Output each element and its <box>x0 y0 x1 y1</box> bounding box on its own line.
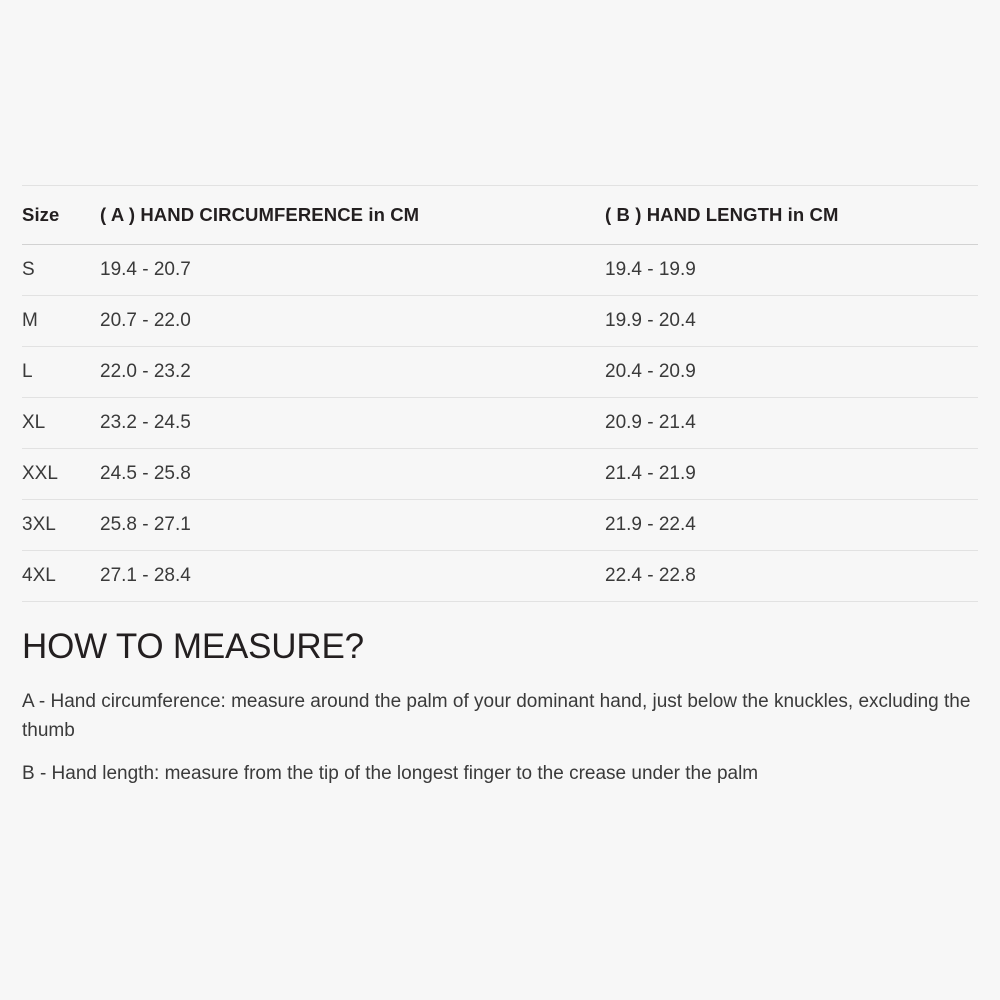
measure-instruction-b: B - Hand length: measure from the tip of the longest finger to the crease under the palm <box>22 763 759 785</box>
cell-hand-length: 20.4 - 20.9 <box>605 347 978 398</box>
cell-hand-length: 22.4 - 22.8 <box>605 551 978 602</box>
column-header-size: Size <box>22 186 100 245</box>
table-row <box>22 296 978 347</box>
cell-size: 4XL <box>22 551 100 602</box>
cell-size: XXL <box>22 449 100 500</box>
cell-hand-circumference: 20.7 - 22.0 <box>100 296 605 347</box>
cell-hand-length: 21.9 - 22.4 <box>605 500 978 551</box>
cell-hand-length: 21.4 - 21.9 <box>605 449 978 500</box>
cell-hand-circumference: 25.8 - 27.1 <box>100 500 605 551</box>
how-to-measure-title: HOW TO MEASURE? <box>22 627 364 666</box>
table-row <box>22 245 978 296</box>
table-row <box>22 347 978 398</box>
cell-hand-circumference: 22.0 - 23.2 <box>100 347 605 398</box>
size-chart-content <box>22 185 978 793</box>
cell-size: L <box>22 347 100 398</box>
table-header <box>22 186 978 245</box>
column-header-hand-circumference: ( A ) HAND CIRCUMFERENCE in CM <box>100 186 605 245</box>
cell-size: 3XL <box>22 500 100 551</box>
cell-hand-length: 19.9 - 20.4 <box>605 296 978 347</box>
size-chart-table <box>22 185 978 602</box>
table-header-row <box>22 186 978 245</box>
column-header-hand-length: ( B ) HAND LENGTH in CM <box>605 186 978 245</box>
cell-hand-circumference: 24.5 - 25.8 <box>100 449 605 500</box>
measure-instruction-a: A - Hand circumference: measure around the palm of your dominant hand, just below the knuckles, excluding the thumb <box>22 690 971 741</box>
cell-size: S <box>22 245 100 296</box>
table-row <box>22 551 978 602</box>
table-row <box>22 398 978 449</box>
cell-hand-circumference: 23.2 - 24.5 <box>100 398 605 449</box>
table-row <box>22 449 978 500</box>
cell-hand-circumference: 27.1 - 28.4 <box>100 551 605 602</box>
how-to-measure-body <box>22 687 978 789</box>
table-row <box>22 500 978 551</box>
cell-hand-circumference: 19.4 - 20.7 <box>100 245 605 296</box>
cell-size: XL <box>22 398 100 449</box>
cell-hand-length: 19.4 - 19.9 <box>605 245 978 296</box>
cell-size: M <box>22 296 100 347</box>
cell-hand-length: 20.9 - 21.4 <box>605 398 978 449</box>
table-body <box>22 245 978 602</box>
